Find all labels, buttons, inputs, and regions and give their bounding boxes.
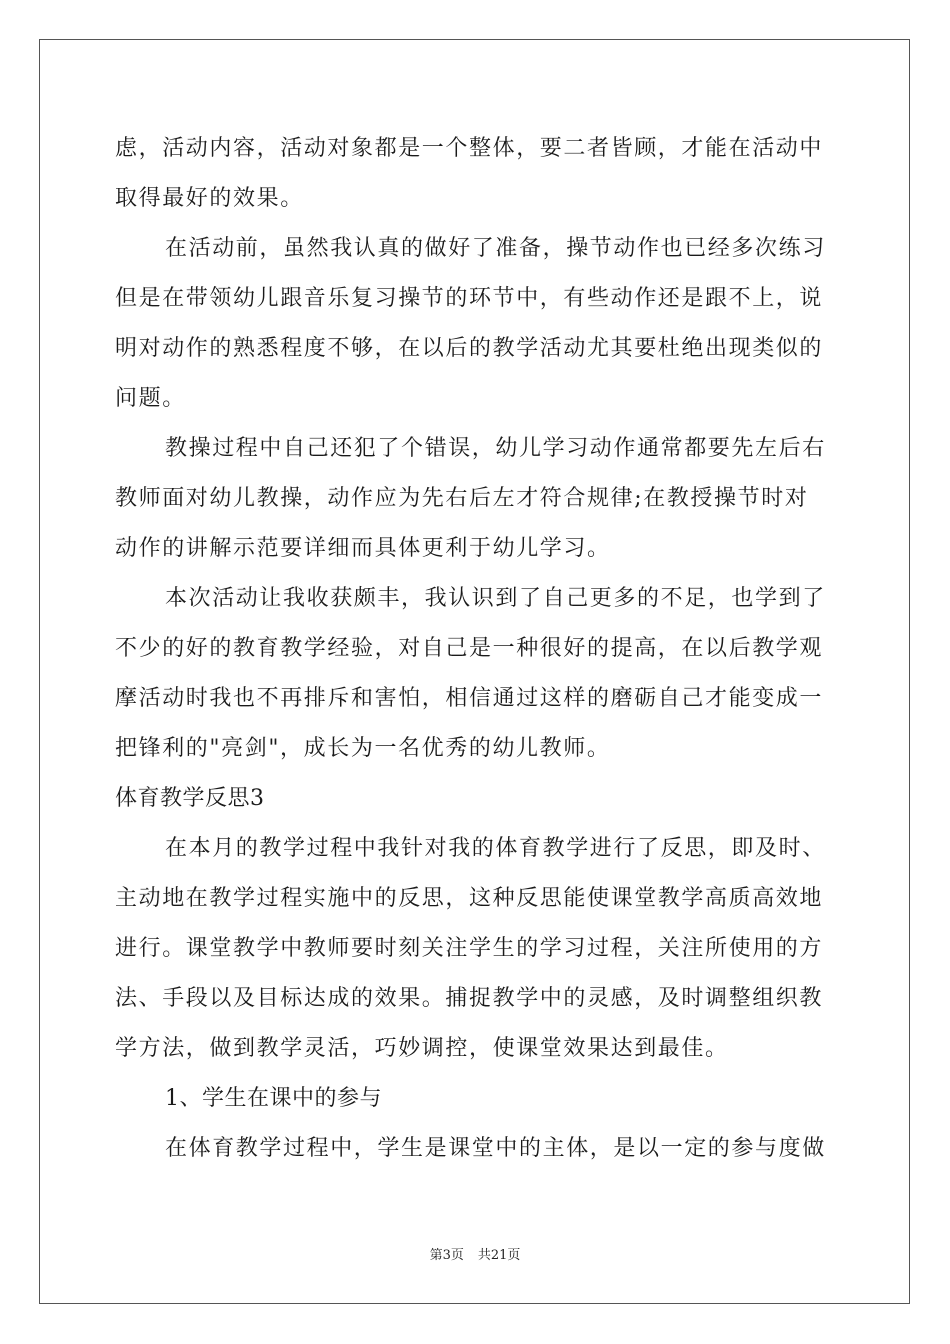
text-line: 教师面对幼儿教操，动作应为先右后左才符合规律;在教授操节时对 xyxy=(115,486,809,511)
paragraph-start-line: 在本月的教学过程中我针对我的体育教学进行了反思，即及时、 xyxy=(165,836,826,861)
text-line: 但是在带领幼儿跟音乐复习操节的环节中，有些动作还是跟不上，说 xyxy=(115,286,824,311)
page-number: 第3页 xyxy=(429,1248,464,1263)
page-footer xyxy=(0,1247,950,1265)
paragraph-start-line: 在活动前，虽然我认真的做好了准备，操节动作也已经多次练习 xyxy=(165,236,826,261)
text-line: 把锋利的"亮剑"，成长为一名优秀的幼儿教师。 xyxy=(115,736,611,761)
paragraph-start-line: 教操过程中自己还犯了个错误，幼儿学习动作通常都要先左后右 xyxy=(165,436,826,461)
text-line: 法、手段以及目标达成的效果。捕捉教学中的灵感，及时调整组织教 xyxy=(115,986,824,1011)
text-line: 明对动作的熟悉程度不够，在以后的教学活动尤其要杜绝出现类似的 xyxy=(115,336,824,361)
page-total: 共21页 xyxy=(477,1248,521,1263)
subsection-heading: 1、学生在课中的参与 xyxy=(165,1086,382,1111)
text-line: 进行。课堂教学中教师要时刻关注学生的学习过程，关注所使用的方 xyxy=(115,936,824,961)
text-line: 摩活动时我也不再排斥和害怕，相信通过这样的磨砺自己才能变成一 xyxy=(115,686,824,711)
paragraph-start-line: 在体育教学过程中，学生是课堂中的主体，是以一定的参与度做 xyxy=(165,1136,826,1161)
text-line: 动作的讲解示范要详细而具体更利于幼儿学习。 xyxy=(115,536,611,561)
text-line: 虑，活动内容，活动对象都是一个整体，要二者皆顾，才能在活动中 xyxy=(115,136,824,161)
text-line: 主动地在教学过程实施中的反思，这种反思能使课堂教学高质高效地 xyxy=(115,886,824,911)
text-line: 学方法，做到教学灵活，巧妙调控，使课堂效果达到最佳。 xyxy=(115,1036,729,1061)
text-line: 取得最好的效果。 xyxy=(115,186,304,211)
text-line: 不少的好的教育教学经验，对自己是一种很好的提高，在以后教学观 xyxy=(115,636,824,661)
text-line: 问题。 xyxy=(115,386,186,411)
section-heading: 体育教学反思3 xyxy=(115,786,265,811)
document-body xyxy=(115,124,835,1174)
paragraph-start-line: 本次活动让我收获颇丰，我认识到了自己更多的不足，也学到了 xyxy=(165,586,826,611)
